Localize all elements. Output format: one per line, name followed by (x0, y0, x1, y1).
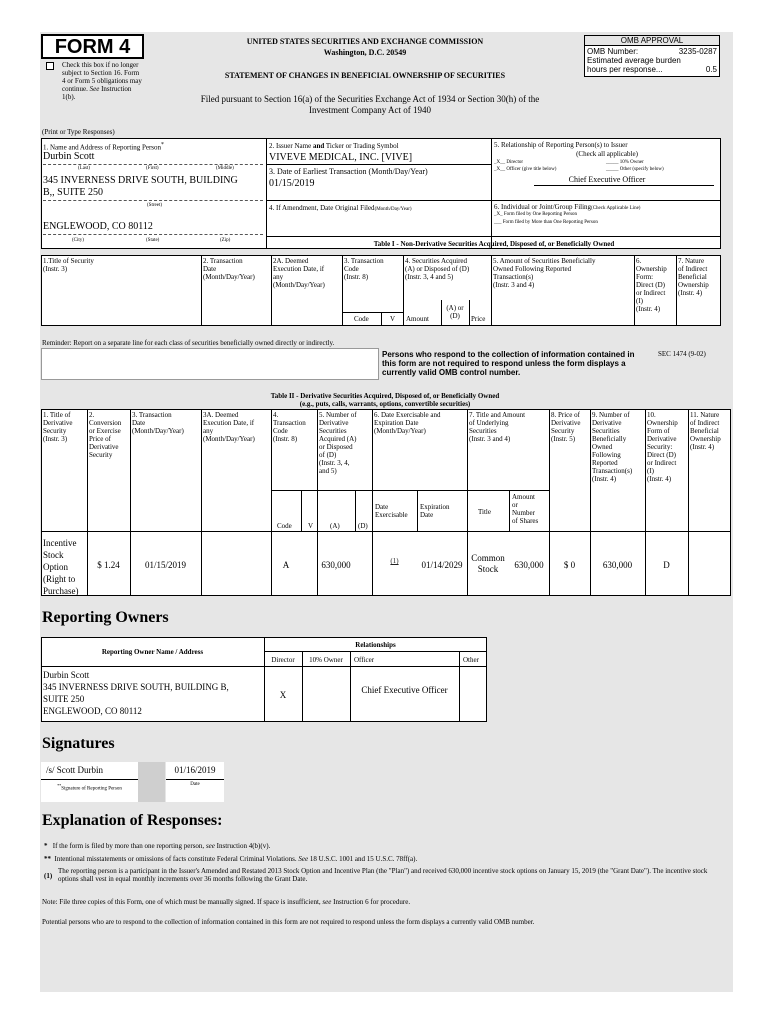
signature-date: 01/16/2019 (174, 765, 216, 775)
notice-left-box (41, 348, 379, 380)
t2-row-ownership-form: D (663, 560, 670, 570)
relationship-label: 5. Relationship of Reporting Person(s) to Issuer (494, 141, 628, 149)
middle-label: (Middle) (216, 166, 234, 171)
t2-row-acquired: 630,000 (321, 560, 351, 570)
state-label: (State) (146, 238, 160, 243)
filed-by-more-check[interactable]: ___ Form filed by More than One Reporting Person (494, 220, 598, 225)
t1-col-nature: 7. Nature of Indirect Beneficial Ownership (Instr. 4) (678, 257, 709, 297)
t2-row-price: $ 0 (563, 560, 576, 570)
owner-officer-title: Chief Executive Officer (361, 685, 448, 695)
t2-col-underlying: 7. Title and Amount of Underlying Securities (Instr. 3 and 4) (469, 411, 526, 443)
reporting-person-name: Durbin Scott (43, 151, 95, 162)
t2-col-nature: 11. Nature of Indirect Beneficial Ownership (Instr. 4) (690, 411, 721, 451)
no-longer-subject-checkbox[interactable] (46, 62, 54, 70)
ten-percent-header: 10% Owner (309, 656, 343, 664)
t2-sub-title: Title (478, 508, 491, 516)
reporting-city-state-zip: ENGLEWOOD, CO 80112 (43, 221, 153, 232)
t2-col-date: 3. Transaction Date (Month/Day/Year) (132, 411, 184, 435)
footnote-star: * If the form is filed by more than one reporting person, see Instruction 4(b)(v). (44, 842, 271, 850)
t2-sub-v: V (308, 522, 314, 530)
reporting-address-line2: B,, SUITE 250 (43, 187, 103, 198)
agency-name: UNITED STATES SECURITIES AND EXCHANGE COMMISSION (246, 37, 484, 46)
t2-col-deemed: 3A. Deemed Execution Date, if any (Month/Day/Year) (203, 411, 255, 443)
omb-notice: Persons who respond to the collection of information contained in this form are not required to respond unless the form displays a currently valid OMB control number. (382, 350, 635, 377)
sec-form-number: SEC 1474 (9-02) (658, 350, 706, 358)
other-header: Other (463, 656, 479, 664)
omb-hours-label: hours per response... (587, 65, 663, 74)
t1-sub-amount: Amount (406, 315, 429, 323)
t1-col-ownership: 6. Ownership Form: Direct (D) or Indirect (I) (Instr. 4) (636, 257, 667, 313)
t2-col-title: 1. Title of Derivative Security (Instr. 3) (43, 411, 73, 443)
t2-row-conversion: $ 1.24 (97, 560, 120, 570)
reporting-address-line1: 345 INVERNESS DRIVE SOUTH, BUILDING (43, 175, 238, 186)
explanation-heading: Explanation of Responses: (42, 812, 223, 829)
reminder-text: Reminder: Report on a separate line for each class of securities beneficially owned directly or indirectly. (42, 339, 335, 347)
omb-approval-box (584, 35, 720, 77)
director-header: Director (271, 656, 295, 664)
first-label: (First) (146, 166, 159, 171)
t2-col-exercisable: 6. Date Exercisable and Expiration Date (Month/Day/Year) (374, 411, 441, 435)
agency-location: Washington, D.C. 20549 (323, 48, 407, 57)
checkbox-text: Check this box if no longer subject to Section 16. Form 4 or Form 5 obligations may continue. See Instruction 1(b). (62, 61, 142, 101)
omb-burden-label: Estimated average burden (587, 56, 681, 65)
t1-col-acquired: 4. Securities Acquired (A) or Disposed of (D) (Instr. 3, 4 and 5) (405, 257, 470, 281)
relationship-sub: (Check all applicable) (576, 150, 638, 158)
t1-col-title: 1.Title of Security (Instr. 3) (43, 257, 94, 273)
owner-name-header: Reporting Owner Name / Address (101, 648, 204, 656)
t2-col-ownership: 10. Ownership Form of Derivative Security: Direct (D) or Indirect (I) (Instr. 4) (647, 411, 678, 483)
table1-title: Table I - Non-Derivative Securities Acquired, Disposed of, or Beneficially Owned (373, 240, 615, 248)
relationships-header: Relationships (355, 641, 396, 649)
t2-sub-a: (A) (330, 522, 340, 530)
t2-sub-expiration: Expiration Date (420, 503, 450, 519)
t2-col-owned: 9. Number of Derivative Securities Beneficially Owned Following Reported Transaction(s) (Instr. 4) (592, 411, 633, 483)
t2-col-code: 4. Transaction Code (Instr. 8) (273, 411, 306, 443)
t2-col-number: 5. Number of Derivative Securities Acquired (A) or Disposed of (D) (Instr. 3, 4, and 5) (319, 411, 357, 475)
zip-label: (Zip) (220, 238, 231, 243)
filing-label: 6. Individual or Joint/Group Filing(Check Applicable Line) (494, 203, 641, 211)
officer-header: Officer (354, 656, 375, 664)
note-file-copies: Note: File three copies of this Form, one of which must be manually signed. If space is insufficient, see Instruction 6 for procedure. (42, 898, 411, 906)
t2-row-underlying-amount: 630,000 (514, 560, 544, 570)
city-label: (City) (72, 238, 84, 243)
signature-value: /s/ Scott Durbin (46, 765, 104, 775)
signatures-heading: Signatures (42, 735, 115, 752)
officer-check[interactable]: _X__ Officer (give title below) (494, 167, 557, 172)
t2-row-footnote-link[interactable]: (1) (390, 557, 399, 565)
table2-title: Table II - Derivative Securities Acquired, Disposed of, or Beneficially Owned (270, 392, 500, 400)
footnote-double-star: ** Intentional misstatements or omissions of facts constitute Federal Criminal Violations. See 18 U.S.C. 1001 and 15 U.S.C. 78ff(a). (44, 855, 418, 863)
other-check[interactable]: _____ Other (specify below) (606, 167, 664, 172)
signature-date-label: Date (190, 782, 200, 787)
filed-pursuant-line1: Filed pursuant to Section 16(a) of the Securities Exchange Act of 1934 or Section 30(h) of the (200, 94, 540, 104)
officer-title: Chief Executive Officer (568, 175, 646, 184)
street-label: (Street) (147, 203, 162, 208)
form-title: FORM 4 (41, 34, 144, 59)
filed-pursuant-line2: Investment Company Act of 1940 (309, 105, 431, 115)
owner-name-address: Durbin Scott 345 INVERNESS DRIVE SOUTH, BUILDING B, SUITE 250 ENGLEWOOD, CO 80112 (43, 670, 229, 716)
signature-label: **Signature of Reporting Person (57, 783, 122, 792)
t1-sub-v: V (390, 315, 396, 323)
t1-sub-code: Code (354, 315, 369, 323)
t2-row-owned-following: 630,000 (602, 560, 633, 570)
t2-sub-amount: Amount or Number of Shares (512, 493, 539, 525)
potential-persons-note: Potential persons who are to respond to the collection of information contained in this form are not required to respond unless the form displays a currently valid OMB number. (42, 918, 535, 926)
t1-col-deemed: 2A. Deemed Execution Date, if any (Month/Day/Year) (273, 257, 325, 289)
t2-col-conversion: 2. Conversion or Exercise Price of Derivative Security (89, 411, 122, 459)
t2-row-code: A (282, 560, 290, 570)
statement-title: STATEMENT OF CHANGES IN BENEFICIAL OWNERSHIP OF SECURITIES (224, 71, 506, 80)
omb-hours-value: 0.5 (705, 65, 717, 74)
earliest-transaction-date: 01/15/2019 (269, 178, 315, 189)
print-type-note: (Print or Type Responses) (42, 128, 115, 136)
reporting-person-label: 1. Name and Address of Reporting Person* (43, 142, 164, 152)
issuer-name: VIVEVE MEDICAL, INC. [VIVE] (269, 152, 413, 163)
t1-sub-aord: (A) or (D) (446, 304, 464, 320)
t2-sub-date-exercisable: Date Exercisable (375, 503, 408, 519)
footnote-1-mark: (1) (44, 872, 53, 880)
issuer-label: 2. Issuer Name and Ticker or Trading Symbol (269, 142, 399, 150)
reporting-owners-heading: Reporting Owners (42, 609, 169, 626)
amendment-label: 4. If Amendment, Date Original Filed(Month/Day/Year) (269, 204, 412, 212)
t2-row-trans-date: 01/15/2019 (144, 560, 186, 570)
t2-row-underlying-title: Common Stock (471, 553, 505, 574)
omb-title: OMB APPROVAL (585, 36, 719, 46)
t1-col-date: 2. Transaction Date (Month/Day/Year) (203, 257, 255, 281)
footnote-1-text: The reporting person is a participant in the Issuer's Amended and Restated 2013 Stock Option and Incentive Plan (the "Plan") and received 630,000 incentive stock options on January 15, 2019 (the "Grant Date"). The incentive stock options shall vest in equal monthly increments over 36 months following the Grant Date. (58, 867, 708, 883)
t2-row-expiration: 01/14/2029 (421, 560, 463, 570)
t2-col-price: 8. Price of Derivative Security (Instr. 5) (551, 411, 581, 443)
filed-by-one-check[interactable]: _X_ Form filed by One Reporting Person (494, 212, 578, 217)
t2-sub-code: Code (277, 522, 292, 530)
table2-subtitle: (e.g., puts, calls, warrants, options, convertible securities) (299, 400, 471, 408)
omb-number-label: OMB Number: (587, 47, 639, 56)
omb-number-value: 3235-0287 (678, 47, 717, 56)
t1-col-amount: 5. Amount of Securities Beneficially Owned Following Reported Transaction(s) (Instr. 3 and 4) (493, 257, 596, 289)
director-check[interactable]: _X__ Director (494, 160, 524, 165)
t2-row-title: Incentive Stock Option (Right to Purchase) (43, 538, 79, 596)
owner-director-mark: X (279, 690, 287, 700)
t1-sub-price: Price (471, 315, 486, 323)
last-label: (Last) (78, 166, 90, 171)
earliest-transaction-label: 3. Date of Earliest Transaction (Month/Day/Year) (269, 167, 428, 176)
t2-sub-d: (D) (358, 522, 368, 530)
t1-col-code: 3. Transaction Code (Instr. 8) (344, 257, 384, 281)
ten-percent-check[interactable]: _____ 10% Owner (606, 160, 644, 165)
